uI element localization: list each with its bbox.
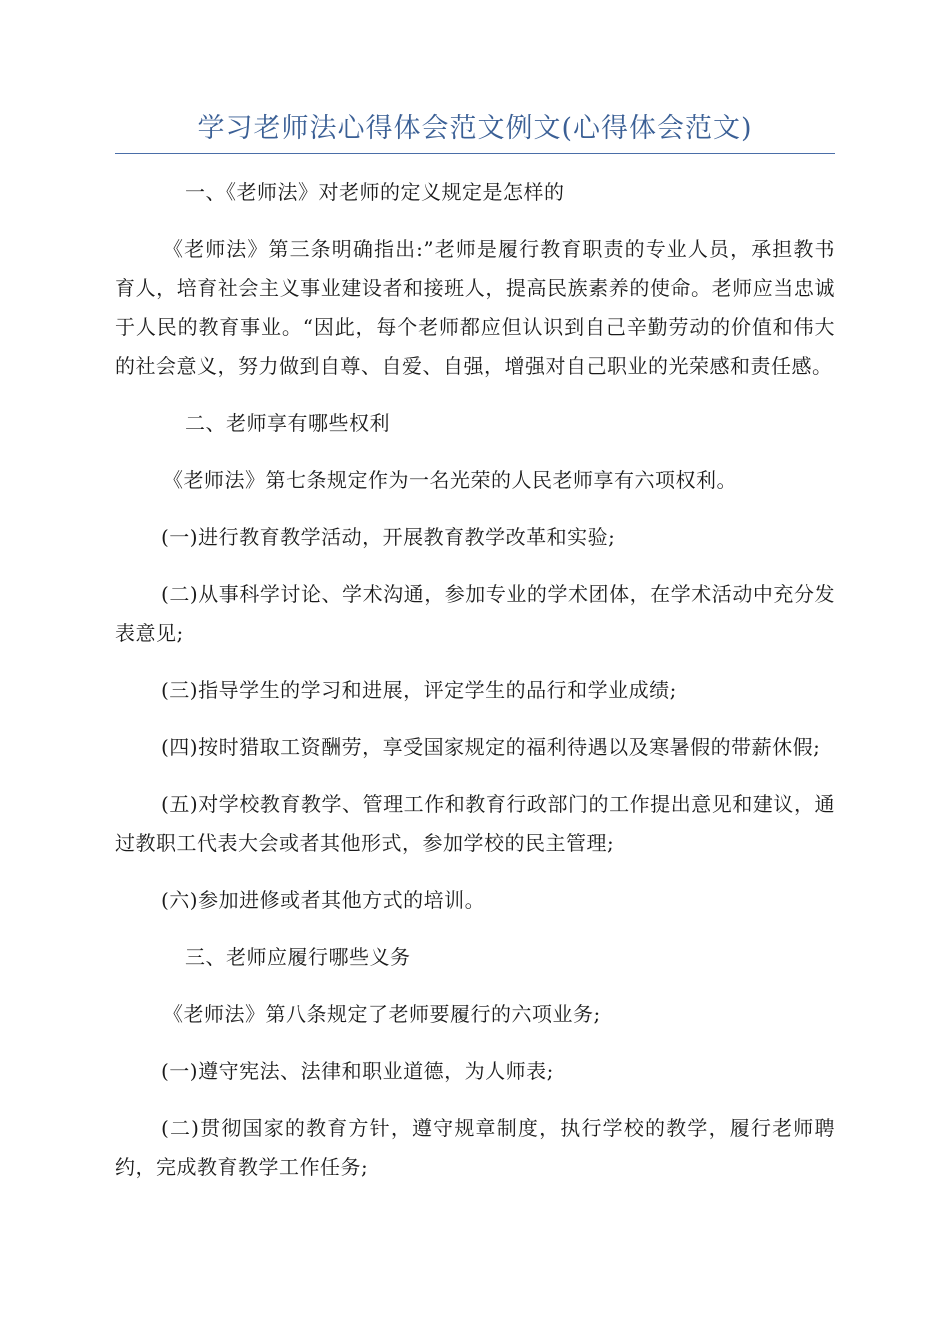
paragraph-definition: 《老师法》第三条明确指出:”老师是履行教育职责的专业人员，承担教书育人，培育社会主义事业建设者和接班人，提高民族素养的使命。老师应当忠诚于人民的教育事业。“因此，每个老师都应但认识到自己辛勤劳动的价值和伟大的社会意义，努力做到自尊、自爱、自强，增强对自己职业的光荣感和责任感。 — [115, 237, 835, 378]
document-body — [115, 173, 835, 1205]
rights-item-1: (一)进行教育教学活动，开展教育教学改革和实验; — [161, 525, 616, 549]
rights-item-2: (二)从事科学讨论、学术沟通，参加专业的学术团体，在学术活动中充分发表意见; — [115, 582, 835, 645]
title-underline — [115, 153, 835, 154]
rights-item-3: (三)指导学生的学习和进展，评定学生的品行和学业成绩; — [161, 678, 677, 702]
rights-item-5: (五)对学校教育教学、管理工作和教育行政部门的工作提出意见和建议，通过教职工代表大会或者其他形式，参加学校的民主管理; — [115, 792, 835, 855]
section-heading-1: 一、《老师法》对老师的定义规定是怎样的 — [185, 180, 565, 204]
duties-item-1: (一)遵守宪法、法律和职业道德，为人师表; — [161, 1059, 554, 1083]
rights-item-4: (四)按时猎取工资酬劳，享受国家规定的福利待遇以及寒暑假的带薪休假; — [161, 735, 821, 759]
section-heading-3: 三、老师应履行哪些义务 — [185, 945, 411, 969]
document-title: 学习老师法心得体会范文例文(心得体会范文) — [197, 113, 753, 144]
paragraph-rights-intro: 《老师法》第七条规定作为一名光荣的人民老师享有六项权利。 — [163, 468, 737, 492]
section-heading-2: 二、老师享有哪些权利 — [185, 411, 390, 435]
rights-item-6: (六)参加进修或者其他方式的培训。 — [161, 888, 486, 912]
duties-item-2: (二)贯彻国家的教育方针，遵守规章制度，执行学校的教学，履行老师聘约，完成教育教学工作任务; — [115, 1116, 835, 1179]
paragraph-duties-intro: 《老师法》第八条规定了老师要履行的六项业务; — [163, 1002, 601, 1026]
